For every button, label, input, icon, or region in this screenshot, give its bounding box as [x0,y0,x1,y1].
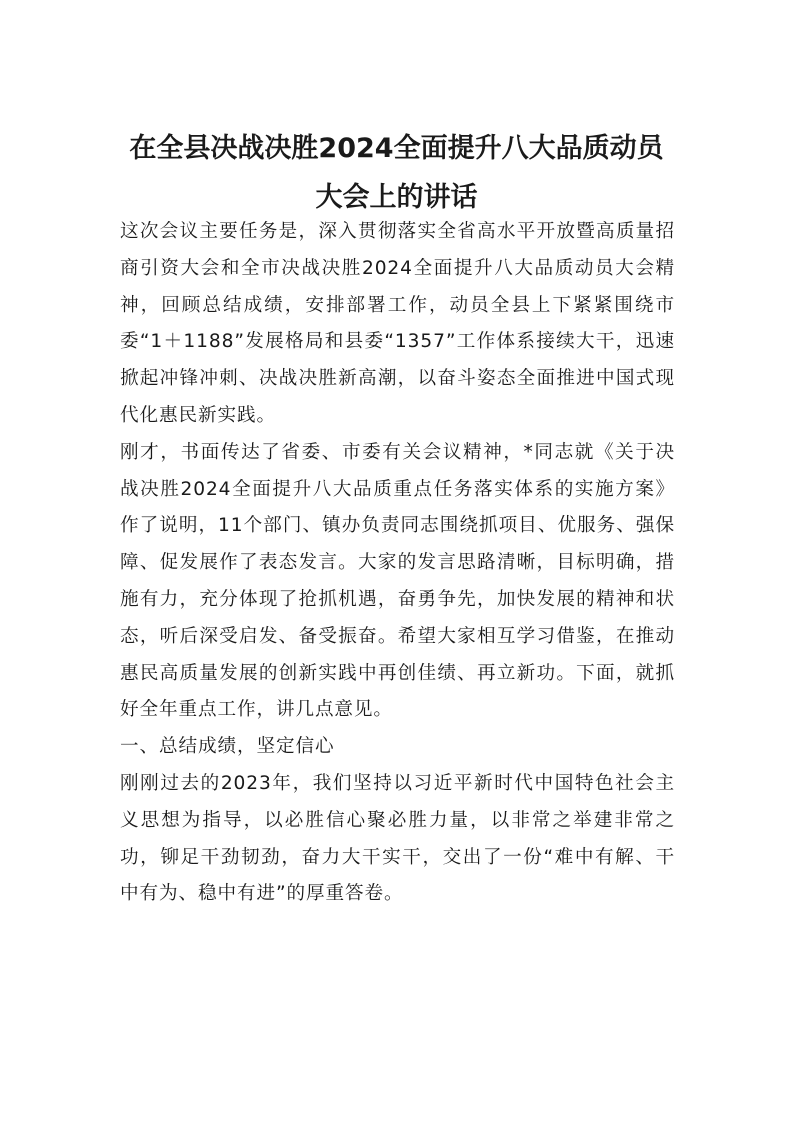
paragraph-review: 刚才，书面传达了省委、市委有关会议精神，*同志就《关于决战决胜2024全面提升八大品质重点任务落实体系的实施方案》作了说明，11个部门、镇办负责同志围绕抓项目、优服务、强保障、促发展作了表态发言。大家的发言思路清晰，目标明确，措施有力，充分体现了抢抓机遇，奋勇争先，加快发展的精神和状态，听后深受启发、备受振奋。希望大家相互学习借鉴，在推动惠民高质量发展的创新实践中再创佳绩、再立新功。下面，就抓好全年重点工作，讲几点意见。 [120,441,675,721]
paragraph-intro: 这次会议主要任务是，深入贯彻落实全省高水平开放暨高质量招商引资大会和全市决战决胜2024全面提升八大品质动员大会精神，回顾总结成绩，安排部署工作，动员全县上下紧紧围绕市委“1＋1188”发展格局和县委“1357”工作体系接续大干，迅速掀起冲锋冲刺、决战决胜新高潮，以奋斗姿态全面推进中国式现代化惠民新实践。 [120,221,675,426]
section-heading: 一、总结成绩，坚定信心 [120,736,335,758]
document-body [120,214,675,913]
section-paragraph: 刚刚过去的2023年，我们坚持以习近平新时代中国特色社会主义思想为指导，以必胜信心聚必胜力量，以非常之举建非常之功，铆足干劲韧劲，奋力大干实干，交出了一份“难中有解、干中有为、稳中有进”的厚重答卷。 [120,772,675,905]
document-title: 在全县决战决胜2024全面提升八大品质动员大会上的讲话 [129,133,664,213]
